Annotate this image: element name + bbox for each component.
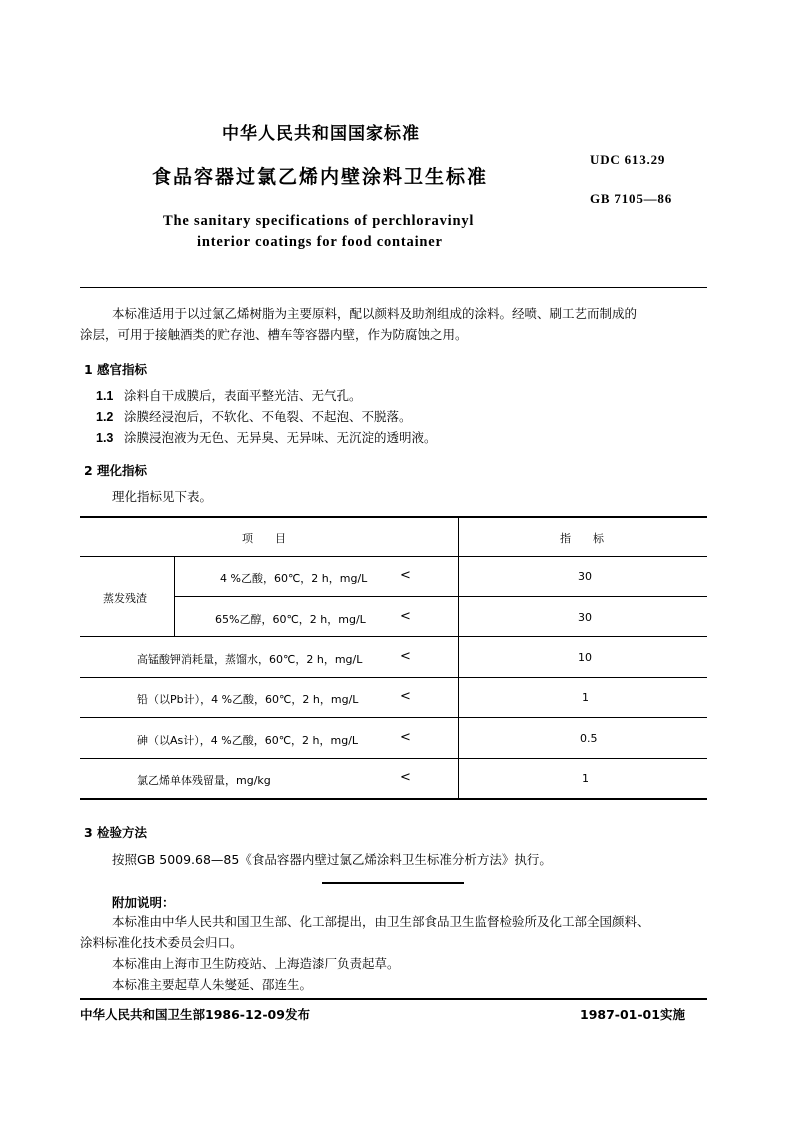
item-number: 1.3 xyxy=(96,431,114,445)
table-row-value: 0.5 xyxy=(580,732,598,745)
table-row-item: 高锰酸钾消耗量，蒸馏水，60℃，2 h，mg/L xyxy=(137,653,363,666)
national-standard-label: 中华人民共和国国家标准 xyxy=(222,124,420,144)
table-row-operator: < xyxy=(400,689,411,704)
table-row-item: 铅（以Pb计），4 %乙酸，60℃，2 h，mg/L xyxy=(137,693,359,706)
table-row-item: 65%乙醇，60℃，2 h，mg/L xyxy=(215,613,366,626)
effective-date: 1987-01-01实施 xyxy=(580,1007,685,1022)
table-row-operator: < xyxy=(400,649,411,664)
item-text: 涂膜浸泡液为无色、无异臭、无异味、无沉淀的透明液。 xyxy=(124,430,437,445)
table-row-item: 氯乙烯单体残留量，mg/kg xyxy=(137,774,271,787)
section1-item-1 xyxy=(96,386,362,404)
table-row-item: 4 %乙酸，60℃，2 h，mg/L xyxy=(220,572,368,585)
item-text: 涂料自干成膜后，表面平整光洁、无气孔。 xyxy=(124,388,362,403)
item-number: 1.1 xyxy=(96,389,114,403)
table-row-divider xyxy=(174,596,707,597)
appendix-line3: 本标准由上海市卫生防疫站、上海造漆厂负责起草。 xyxy=(112,956,400,971)
table-row-operator: < xyxy=(400,730,411,745)
end-divider xyxy=(322,882,464,884)
table-row-item: 砷（以As计），4 %乙酸，60℃，2 h，mg/L xyxy=(137,734,359,747)
appendix-line1: 本标准由中华人民共和国卫生部、化工部提出，由卫生部食品卫生监督检验所及化工部全国颜料、 xyxy=(112,914,650,929)
section2-note: 理化指标见下表。 xyxy=(112,489,213,504)
appendix-heading: 附加说明： xyxy=(112,895,175,910)
footer-divider xyxy=(80,998,707,1000)
english-title-line2: interior coatings for food container xyxy=(197,234,443,250)
intro-line2: 涂层，可用于接触酒类的贮存池、槽车等容器内壁，作为防腐蚀之用。 xyxy=(80,327,468,342)
table-header-index: 指 标 xyxy=(560,532,604,545)
table-row-divider xyxy=(80,677,707,678)
udc-code: UDC 613.29 xyxy=(590,152,666,167)
issued-date: 中华人民共和国卫生部1986-12-09发布 xyxy=(80,1007,310,1022)
header-divider xyxy=(80,287,707,288)
document-title: 食品容器过氯乙烯内壁涂料卫生标准 xyxy=(152,166,489,188)
table-row-divider xyxy=(80,758,707,759)
section2-heading: 2 理化指标 xyxy=(84,463,148,478)
section1-item-2 xyxy=(96,407,412,425)
item-number: 1.2 xyxy=(96,410,114,424)
item-text: 涂膜经浸泡后，不软化、不龟裂、不起泡、不脱落。 xyxy=(124,409,412,424)
english-title-line1: The sanitary specifications of perchloravinyl xyxy=(163,213,475,229)
table-row-value: 30 xyxy=(578,611,592,624)
section3-heading: 3 检验方法 xyxy=(84,825,148,840)
table-header-item: 项 目 xyxy=(242,532,286,545)
gb-code: GB 7105—86 xyxy=(590,191,673,206)
table-group-label: 蒸发残渣 xyxy=(103,592,147,605)
intro-line1: 本标准适用于以过氯乙烯树脂为主要原料，配以颜料及助剂组成的涂料。经喷、刷工艺而制成的 xyxy=(112,306,638,321)
table-top-border xyxy=(80,516,707,518)
table-row-divider xyxy=(80,717,707,718)
table-row-operator: < xyxy=(400,568,411,583)
appendix-line4: 本标准主要起草人朱燮延、邵连生。 xyxy=(112,977,313,992)
table-group-divider xyxy=(174,556,175,636)
section3-text: 按照GB 5009.68—85《食品容器内壁过氯乙烯涂料卫生标准分析方法》执行。 xyxy=(112,852,552,867)
appendix-line2: 涂料标准化技术委员会归口。 xyxy=(80,935,243,950)
table-column-divider xyxy=(458,517,459,799)
table-row-operator: < xyxy=(400,770,411,785)
table-row-value: 1 xyxy=(582,691,589,704)
table-row-operator: < xyxy=(400,609,411,624)
table-row-value: 30 xyxy=(578,570,592,583)
table-row-value: 10 xyxy=(578,651,592,664)
table-row-value: 1 xyxy=(582,772,589,785)
table-bottom-border xyxy=(80,798,707,800)
table-row-divider xyxy=(80,636,707,637)
section1-heading: 1 感官指标 xyxy=(84,362,148,377)
section1-item-3 xyxy=(96,428,437,446)
